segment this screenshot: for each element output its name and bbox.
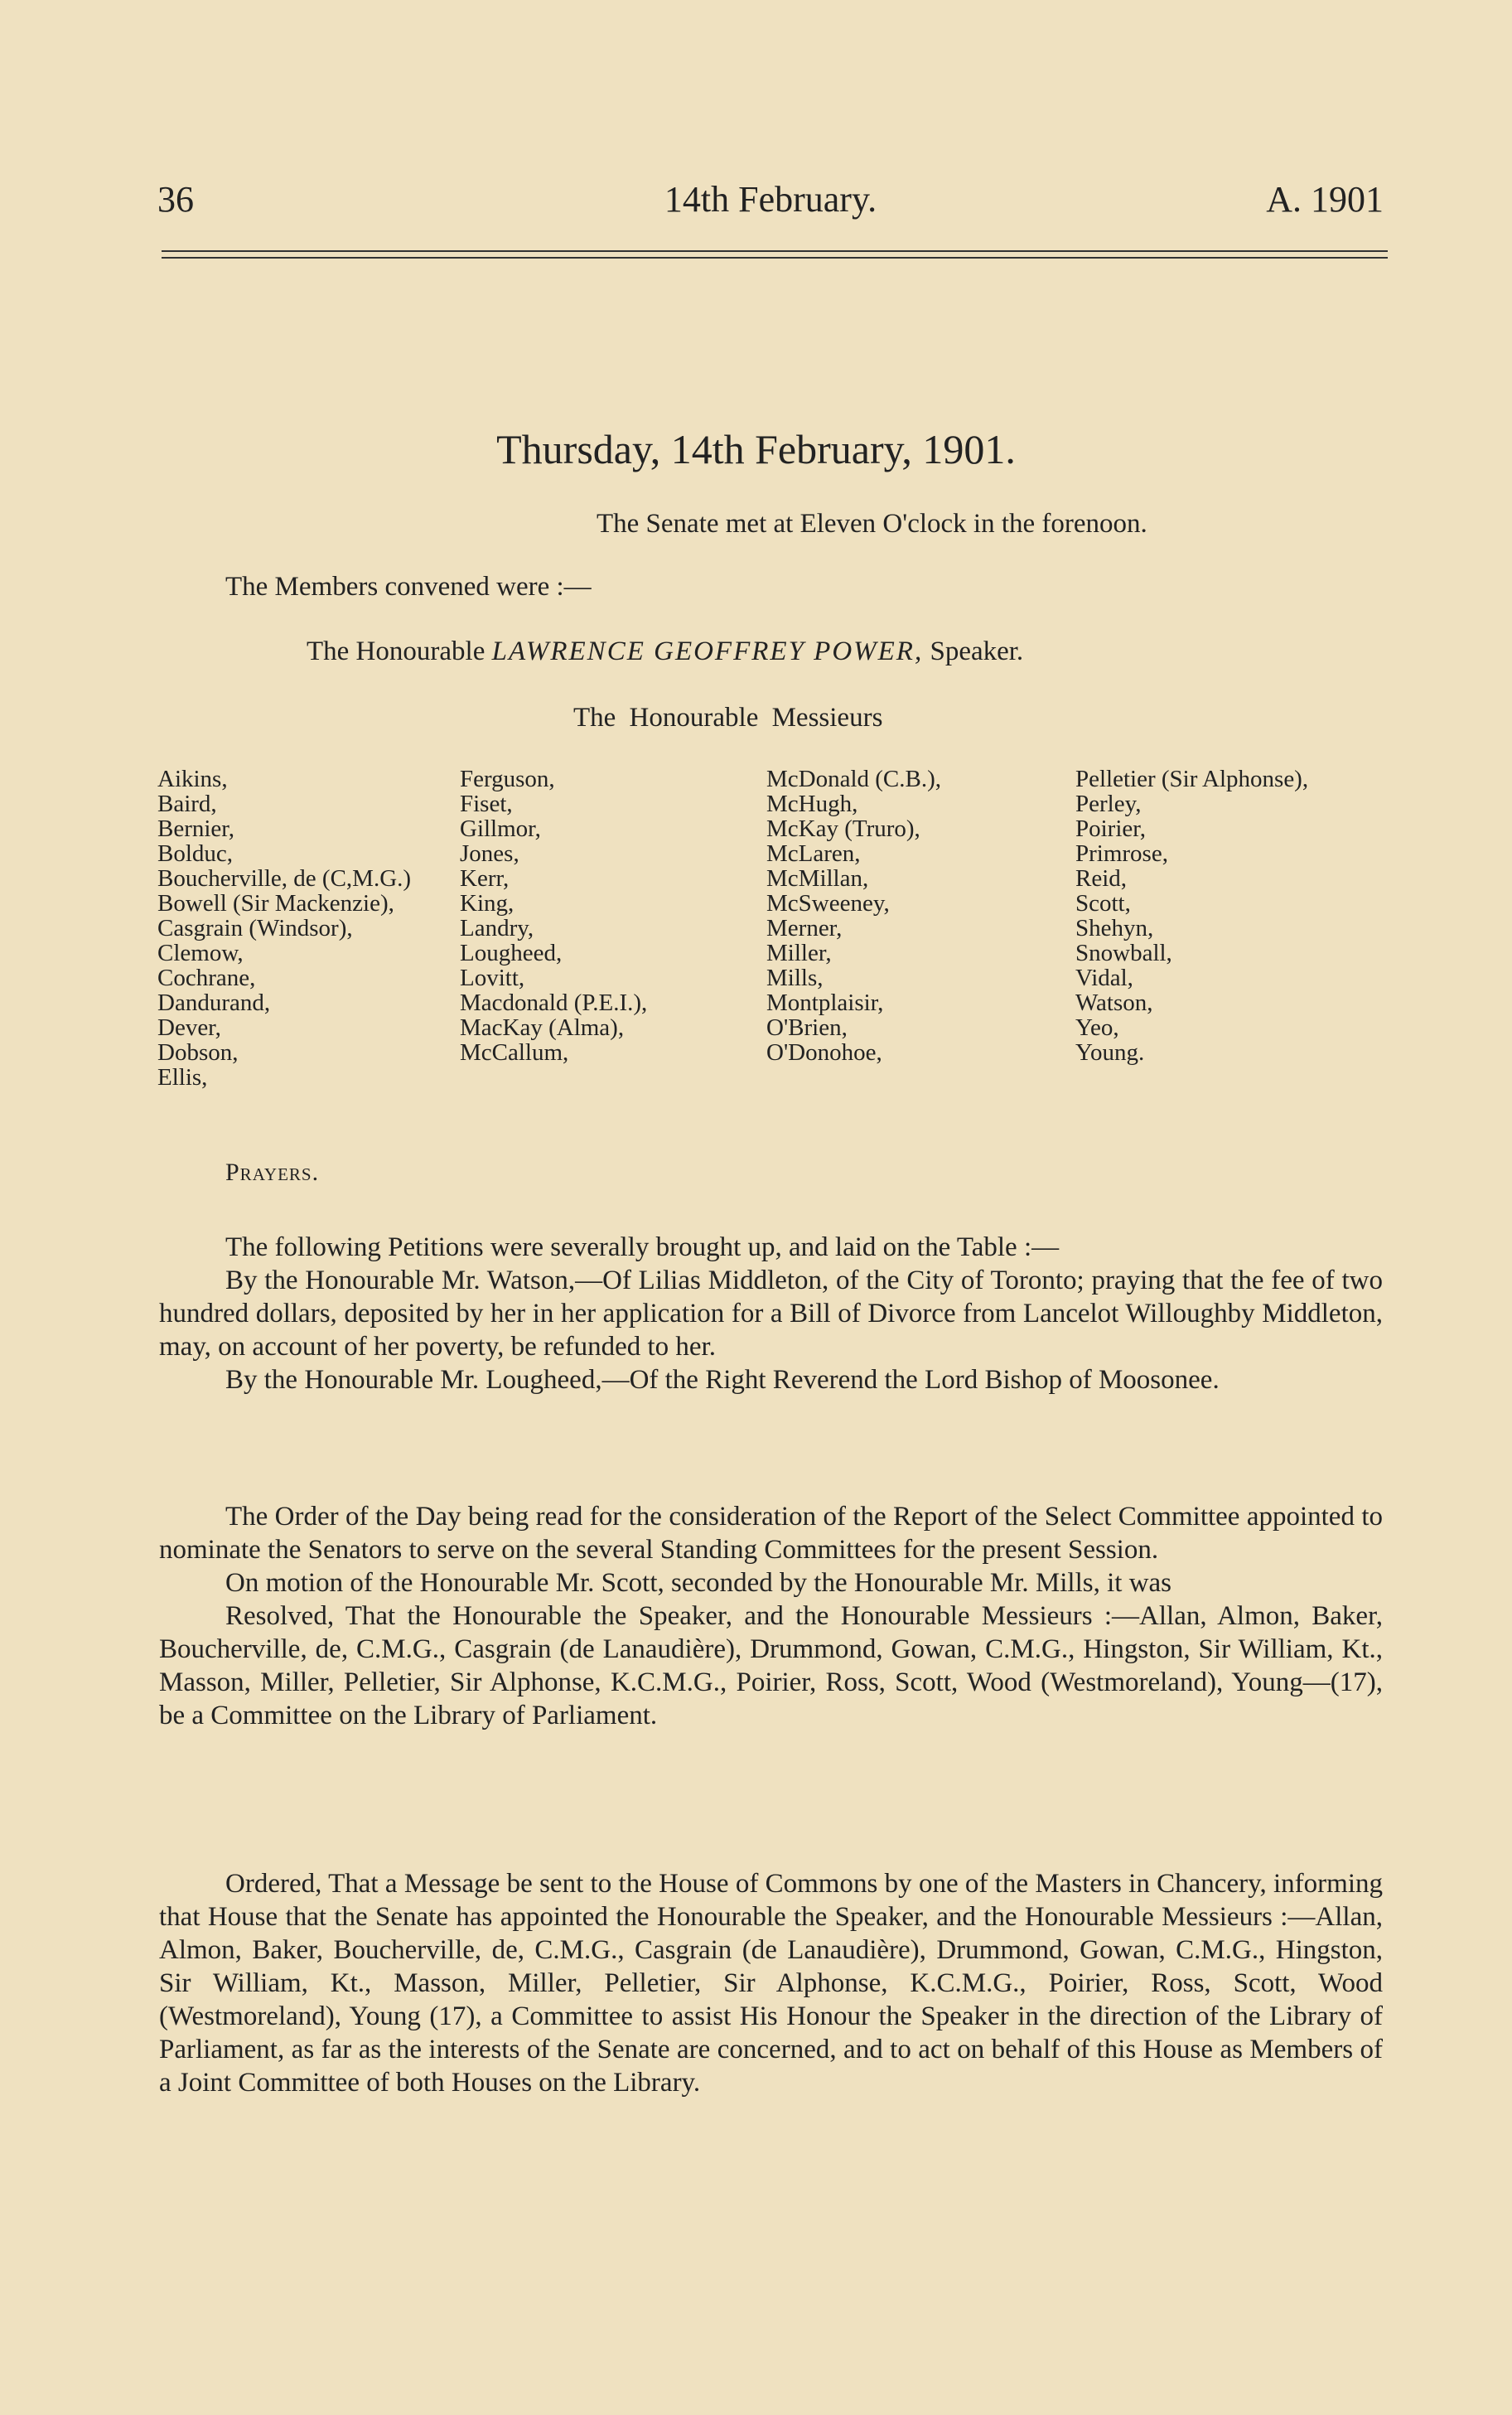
member-name: Bowell (Sir Mackenzie), (157, 890, 394, 917)
member-name: Dandurand, (157, 990, 271, 1016)
petition-lougheed: By the Honourable Mr. Lougheed,—Of the Right Reverend the Lord Bishop of Moosonee. (225, 1365, 1220, 1395)
member-name: Perley, (1075, 791, 1142, 817)
member-name: King, (460, 890, 514, 917)
member-name: Reid, (1075, 865, 1128, 892)
speaker-line (307, 635, 1023, 668)
speaker-name: LAWRENCE GEOFFREY POWER, (491, 636, 924, 666)
member-name: Baird, (157, 791, 217, 817)
member-name: Primrose, (1075, 840, 1168, 867)
petitions-section (159, 1231, 1383, 1396)
member-name: Dever, (157, 1014, 221, 1041)
member-name: Jones, (460, 840, 519, 867)
member-name: Mills, (766, 965, 824, 991)
petitions-intro: The following Petitions were severally brought up, and laid on the Table :— (225, 1232, 1060, 1262)
member-name: Kerr, (460, 865, 510, 892)
member-name: O'Brien, (766, 1014, 848, 1041)
member-name: Lougheed, (460, 940, 563, 966)
ordered-section (159, 1867, 1383, 2099)
member-name: Pelletier (Sir Alphonse), (1075, 766, 1309, 792)
member-name: McCallum, (460, 1039, 569, 1066)
member-name: Fiset, (460, 791, 513, 817)
member-name: Montplaisir, (766, 990, 884, 1016)
member-name: Landry, (460, 915, 534, 941)
petition-watson: By the Honourable Mr. Watson,—Of Lilias Middleton, of the City of Toronto; praying that the fee of two hundred dollars, deposited by her in her application for a Bill of Divorce from Lancelot Willoughby Middleton, may, on account of her poverty, be refunded to her. (159, 1266, 1383, 1362)
member-name: Dobson, (157, 1039, 239, 1066)
member-name: Lovitt, (460, 965, 525, 991)
member-name: O'Donohoe, (766, 1039, 882, 1066)
member-name: McLaren, (766, 840, 861, 867)
page-number: 36 (157, 179, 194, 220)
senate-met-line: The Senate met at Eleven O'clock in the forenoon. (597, 509, 1147, 539)
header-double-rule (162, 250, 1388, 267)
motion-text: On motion of the Honourable Mr. Scott, seconded by the Honourable Mr. Mills, it was (225, 1568, 1172, 1598)
member-name: Yeo, (1075, 1014, 1119, 1041)
member-name: Clemow, (157, 940, 244, 966)
members-convened-line: The Members convened were :— (225, 572, 592, 602)
speaker-suffix: Speaker. (930, 636, 1024, 666)
member-name: Ellis, (157, 1064, 208, 1091)
member-name: Bolduc, (157, 840, 234, 867)
members-column-2 (460, 767, 647, 1065)
member-name: McSweeney, (766, 890, 890, 917)
speaker-prefix: The Honourable (307, 636, 485, 666)
member-name: Scott, (1075, 890, 1131, 917)
members-column-1 (157, 767, 411, 1090)
member-name: Ferguson, (460, 766, 555, 792)
header-year: A. 1901 (1266, 179, 1384, 220)
member-name: Gillmor, (460, 815, 541, 842)
member-name: Cochrane, (157, 965, 256, 991)
member-name: Watson, (1075, 990, 1153, 1016)
order-of-day-section (159, 1500, 1383, 1732)
member-name: Shehyn, (1075, 915, 1154, 941)
resolved-text: Resolved, That the Honourable the Speaker, and the Honourable Messieurs :—Allan, Almon, Baker, Boucherville, de, C.M.G., Casgrain (de Lanaudière), Drummond, Gowan, C.M.G., Hingston, Sir William, Kt., Masson, Miller, Pelletier, Sir Alphonse, K.C.M.G., Poirier, Ross, Scott, Wood (Westmoreland), Young—(17), be a Committee on the Library of Parliament. (159, 1601, 1383, 1730)
member-name: Vidal, (1075, 965, 1133, 991)
member-name: Miller, (766, 940, 832, 966)
order-of-day-text: The Order of the Day being read for the consideration of the Report of the Select Committee appointed to nominate the Senators to serve on the several Standing Committees for the present Session. (159, 1502, 1383, 1565)
member-name: Aikins, (157, 766, 228, 792)
members-column-4 (1075, 767, 1308, 1065)
prayers-heading: Prayers. (225, 1159, 320, 1186)
member-name: Bernier, (157, 815, 235, 842)
member-name: McDonald (C.B.), (766, 766, 942, 792)
member-name: McMillan, (766, 865, 869, 892)
member-name: Snowball, (1075, 940, 1172, 966)
ordered-text: Ordered, That a Message be sent to the House of Commons by one of the Masters in Chancery, informing that House that the Senate has appointed the Honourable the Speaker, and the Honourable Messieurs :—Allan, Almon, Baker, Boucherville, de, C.M.G., Casgrain (de Lanaudière), Drummond, Gowan, C.M.G., Hingston, Sir William, Kt., Masson, Miller, Pelletier, Sir Alphonse, K.C.M.G., Poirier, Ross, Scott, Wood (Westmoreland), Young (17), a Committee to assist His Honour the Speaker in the direction of the Library of Parliament, as far as the interests of the Senate are concerned, and to act on behalf of this House as Members of a Joint Committee of both Houses on the Library. (159, 1869, 1383, 2098)
messieurs-line: The Honourable Messieurs (573, 703, 883, 733)
member-name: Poirier, (1075, 815, 1147, 842)
header-date: 14th February. (664, 179, 877, 220)
member-name: McKay (Truro), (766, 815, 920, 842)
session-heading: Thursday, 14th February, 1901. (496, 426, 1016, 472)
member-name: Casgrain (Windsor), (157, 915, 353, 941)
member-name: MacKay (Alma), (460, 1014, 625, 1041)
member-name: Young. (1075, 1039, 1145, 1066)
member-name: Merner, (766, 915, 843, 941)
member-name: Macdonald (P.E.I.), (460, 990, 648, 1016)
members-column-3 (766, 767, 941, 1065)
running-header (157, 178, 1384, 228)
member-name: McHugh, (766, 791, 858, 817)
member-name: Boucherville, de (C,M.G.) (157, 865, 412, 892)
